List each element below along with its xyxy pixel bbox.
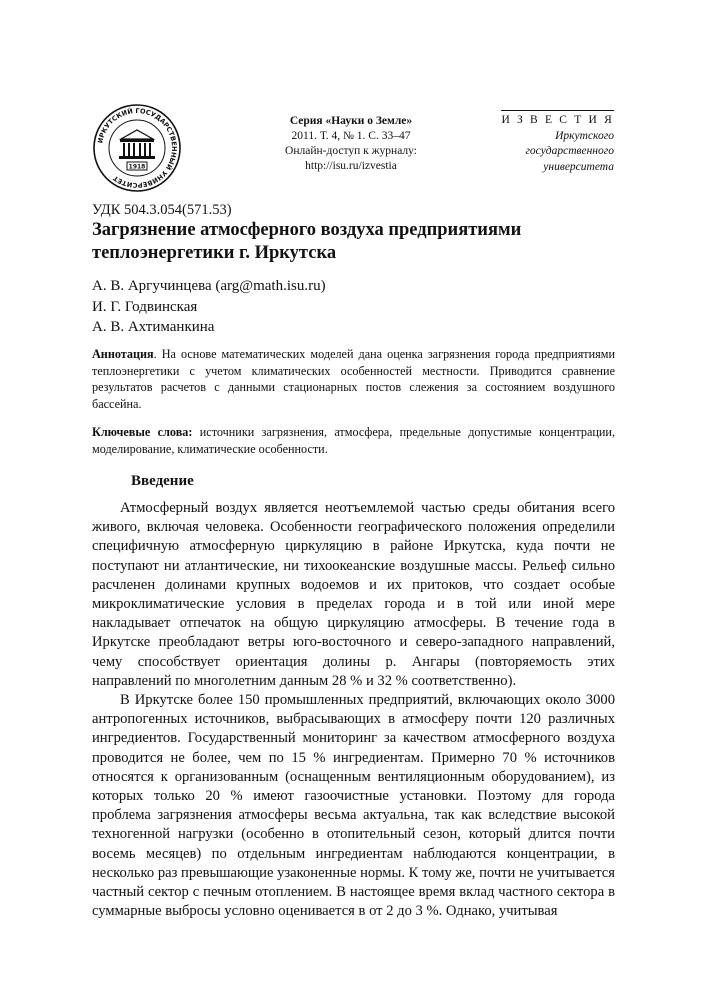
journal-line-1: Иркутского [555,129,614,142]
author-1: А. В. Аргучинцева (arg@math.isu.ru) [92,278,326,294]
journal-rule [501,110,614,111]
abstract-text: . На основе математических моделей дана оценка загрязнения города предприятиями теплоэнергетики с учетом климатических особенностей местности. Приводится сравнение результатов расчетов с данными стационарных постов слежения за состоянием воздушного бассейна. [92,347,615,411]
body-text [92,499,615,921]
journal-head: И З В Е С Т И Я [501,114,614,126]
journal-name [487,110,614,175]
series-access: Онлайн-доступ к журналу: [285,145,417,157]
seal-year: 1918 [128,163,146,171]
journal-line-2: государственного [525,145,614,157]
abstract-label: Аннотация [92,347,154,361]
series-title: Серия «Науки о Земле» [289,115,413,127]
keywords-label: Ключевые слова: [92,425,193,439]
author-2: И. Г. Годвинская [92,298,198,315]
series-info [262,114,440,174]
journal-line-3: университета [543,160,614,173]
series-url[interactable]: http://isu.ru/izvestia [305,160,397,172]
section-title: Введение [131,473,194,489]
paragraph-1: Атмосферный воздух является неотъемлемой частью среды обитания всего живого, включая человека. Особенности географического положения определили специфичную атмосферную циркуляцию в районе Иркутска, куда почти не поступают ни атлантические, ни тихоокеанские воздушные массы. Рельеф сильно расчленен долинами крупных водоемов и их притоков, что создает особые микроклиматические условия в пределах города и в той или иной мере накладывает отпечаток на общую циркуляцию атмосферы. В течение года в Иркутске преобладают ветры юго-восточного и северо-западного направлений, чему способствует ориентация долины р. Ангары (повторяемость этих направлений по многолетним данным 28 % и 32 % соответственно). [92,500,615,689]
series-issue: 2011. Т. 4, № 1. С. 33–47 [291,130,411,142]
author-list [92,276,326,338]
paper-title: Загрязнение атмосферного воздуха предприятиями теплоэнергетики г. Иркутска [92,220,522,263]
keywords [92,424,615,457]
seal-ring-text: ИРКУТСКИЙ ГОСУДАРСТВЕННЫЙ УНИВЕРСИТЕТ [96,106,179,190]
abstract [92,346,615,412]
udk-code: УДК 504.3.054(571.53) [92,202,232,218]
university-seal-icon [92,103,182,193]
paragraph-2: В Иркутске более 150 промышленных предприятий, включающих около 3000 антропогенных источников, выбрасывающих в атмосферу почти 120 различных ингредиентов. Государственный мониторинг за качеством атмосферного воздуха проводится не более, чем по 15 % ингредиентам. Примерно 70 % источников относятся к организованным (оснащенным вентиляционным оборудованием), из которых только 20 % имеют газоочистные установки. Поэтому для города проблема загрязнения атмосферы весьма актуальна, так как вследствие высокой техногенной нагрузки (особенно в отопительный сезон, который длится почти восемь месяцев) по отдельным ингредиентам наблюдаются концентрации, в несколько раз превышающие узаконенные нормы. К тому же, почти не учитывается частный сектор с печным отоплением. В настоящее время вклад частного сектора в суммарные выбросы условно оценивается в от 2 до 3 %. Однако, учитывая [92,692,615,920]
author-3: А. В. Ахтиманкина [92,319,215,335]
keywords-text: источники загрязнения, атмосфера, предельные допустимые концентрации, моделирование, климатические особенности. [92,425,615,456]
